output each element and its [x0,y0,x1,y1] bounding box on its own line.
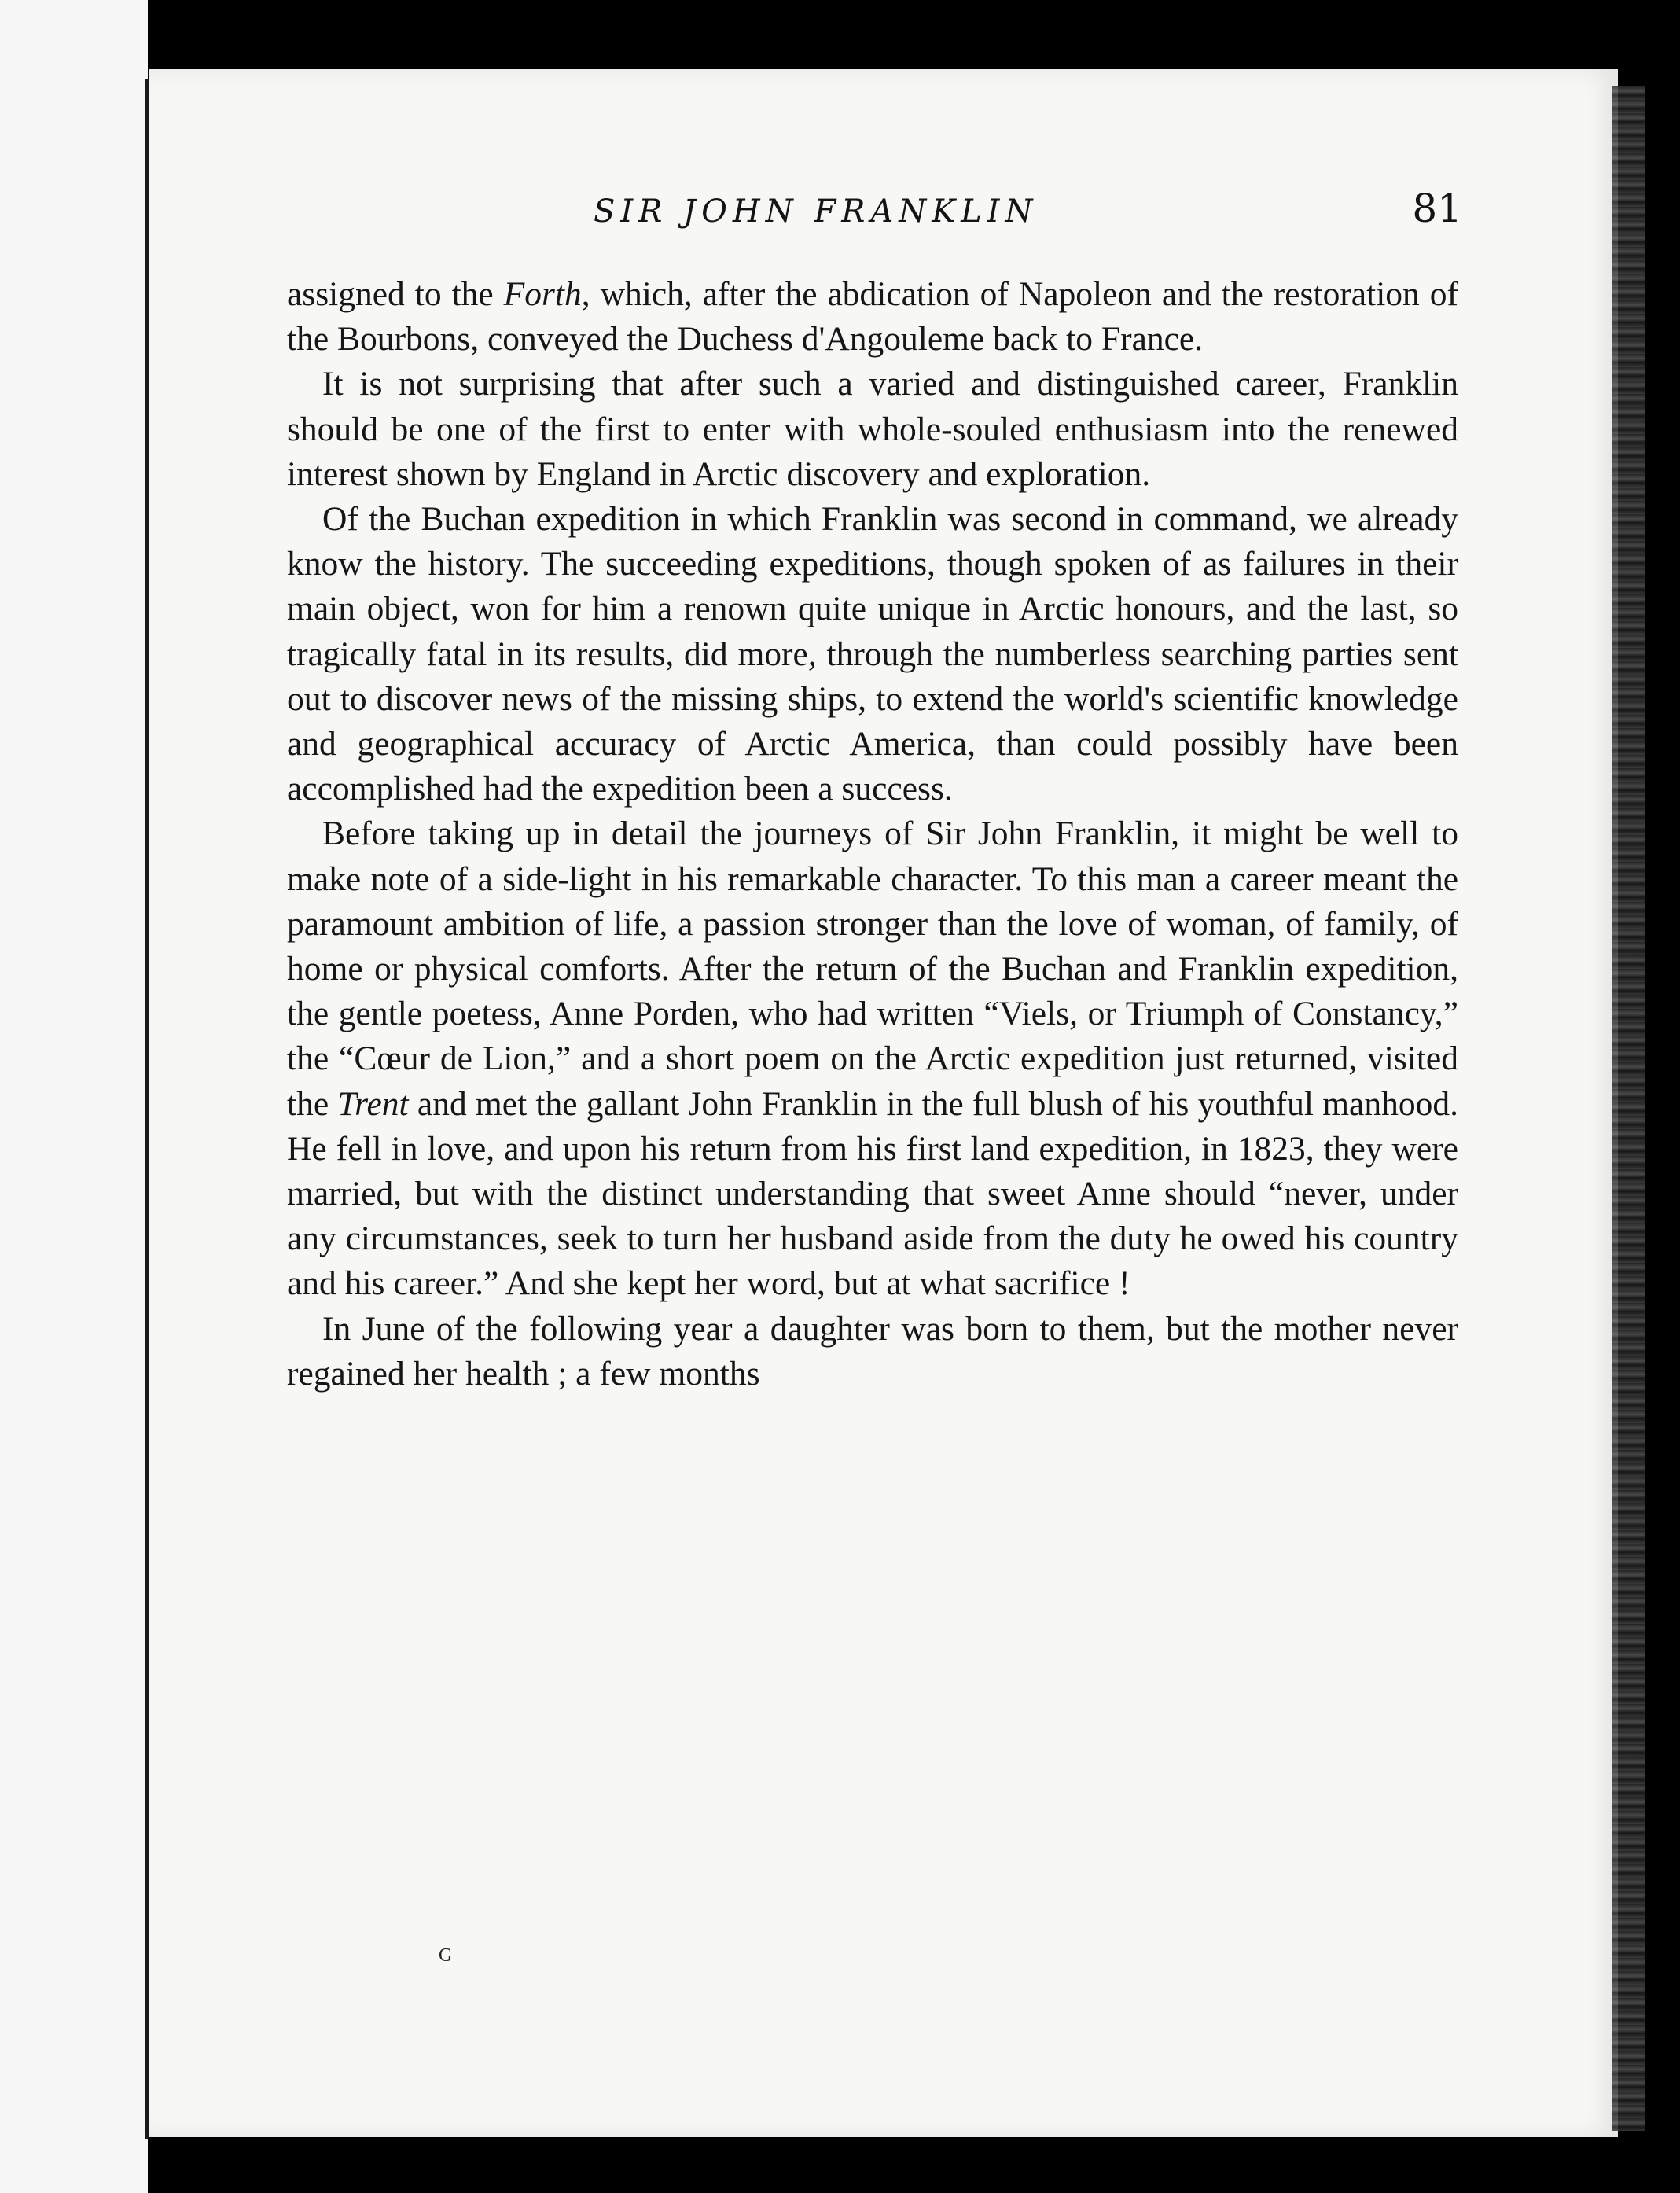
paragraph-4-segment-1: Before taking up in detail the journeys of Sir John Franklin, it might be well to make note of a side-light in his remarkable character. To this man a career meant the paramount ambition of life, a passion stronger than the love of woman, of family, of home or physical comforts. After the return of the Buchan and Franklin expedition, the gentle poetess, Anne Porden, who had written “Viels, or Triumph of Constancy,” the “Cœur de Lion,” and a short poem on the Arctic expedition just returned, visited the [287,815,1458,1123]
paragraph-4-segment-3: and met the gallant John Franklin in the full blush of his youthful manhood. He fell in love, and upon his return from his first land expedition, in 1823, they were married, but with the distinct understanding that sweet Anne should “never, under any circumstances, seek to turn her husband aside from the duty he owed his country and his career.” And she kept her word, but at what sacrifice ! [287,1084,1458,1303]
signature-mark: G [439,1945,453,1966]
running-header [149,186,1618,241]
paragraph-2-segment-1: It is not surprising that after such a varied and distinguished career, Franklin should be one of the first to enter with whole-souled enthusiasm into the renewed interest shown by England in Arctic discovery and exploration. [287,365,1458,493]
right-gutter-edge [1612,86,1645,2131]
paragraph-2 [287,362,1458,497]
body-text [287,272,1458,1396]
book-page [149,69,1618,2137]
paragraph-1 [287,272,1458,362]
page-number: 81 [1412,186,1462,231]
left-page-edge [0,0,148,2193]
ship-name-forth: Forth [503,275,582,313]
paragraph-3-segment-1: Of the Buchan expedition in which Franklin was second in command, we already know the history. The succeeding expeditions, though spoken of as failures in their main object, won for him a renown quite unique in Arctic honours, and the last, so tragically fatal in its results, did more, through the numberless searching parties sent out to discover news of the missing ships, to extend the world's scientific knowledge and geographical accuracy of Arctic America, than could possibly have been accomplished had the expedition been a success. [287,500,1458,808]
paragraph-1-segment-1: assigned to the [287,275,504,313]
paragraph-4 [287,811,1458,1306]
paragraph-5 [287,1307,1458,1396]
ship-name-trent: Trent [337,1084,409,1123]
paragraph-5-segment-1: In June of the following year a daughter was born to them, but the mother never regained her health ; a few months [287,1309,1458,1393]
paragraph-3 [287,497,1458,811]
paragraph-1-segment-3: , which, after the abdication of Napoleon and the restoration of the Bourbons, conveyed the Duchess d'Angouleme back to France. [287,275,1458,359]
running-title: SIR JOHN FRANKLIN [594,193,1039,230]
